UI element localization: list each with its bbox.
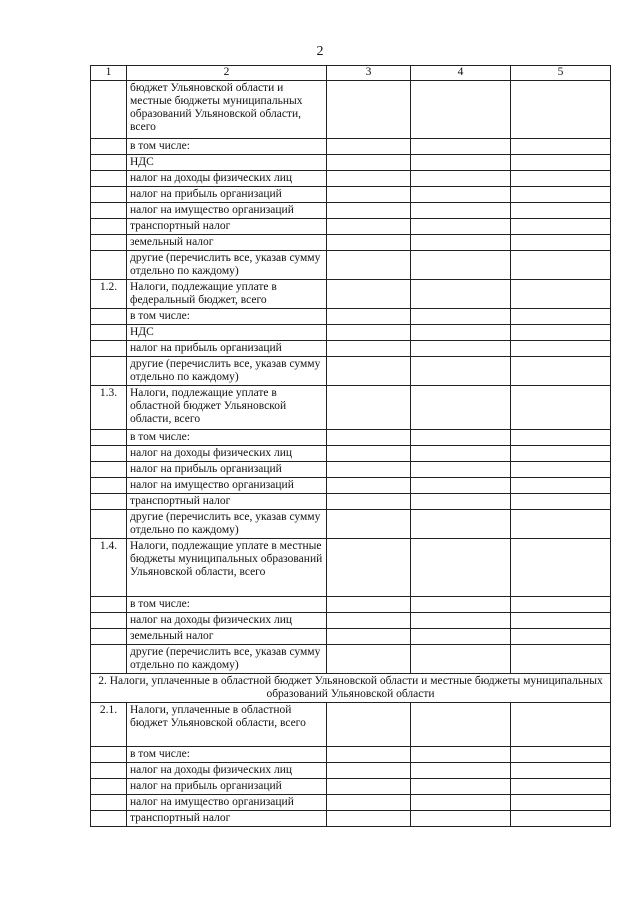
table-row [91,357,611,386]
value-cell-col5[interactable] [511,171,611,187]
value-cell-col5[interactable] [511,795,611,811]
value-cell-col3[interactable] [327,187,411,203]
value-cell-col5[interactable] [511,357,611,386]
row-label: транспортный налог [127,811,327,827]
row-number [91,357,127,386]
value-cell-col5[interactable] [511,703,611,747]
row-label: налог на прибыль организаций [127,462,327,478]
value-cell-col4[interactable] [411,763,511,779]
value-cell-col3[interactable] [327,811,411,827]
row-label: налог на имущество организаций [127,478,327,494]
value-cell-col5[interactable] [511,510,611,539]
value-cell-col4[interactable] [411,155,511,171]
value-cell-col3[interactable] [327,613,411,629]
value-cell-col3[interactable] [327,539,411,597]
row-label: налог на прибыль организаций [127,779,327,795]
value-cell-col3[interactable] [327,510,411,539]
row-number: 1.3. [91,386,127,430]
column-header-2: 2 [127,66,327,81]
table-row [91,309,611,325]
row-label: НДС [127,325,327,341]
value-cell-col3[interactable] [327,81,411,139]
row-number [91,251,127,280]
value-cell-col3[interactable] [327,747,411,763]
row-label: в том числе: [127,597,327,613]
value-cell-col4[interactable] [411,795,511,811]
value-cell-col3[interactable] [327,795,411,811]
value-cell-col3[interactable] [327,494,411,510]
table-row [91,811,611,827]
value-cell-col5[interactable] [511,811,611,827]
value-cell-col5[interactable] [511,462,611,478]
value-cell-col5[interactable] [511,430,611,446]
table-row [91,171,611,187]
table-row [91,613,611,629]
value-cell-col4[interactable] [411,309,511,325]
row-number [91,235,127,251]
value-cell-col5[interactable] [511,494,611,510]
value-cell-col3[interactable] [327,779,411,795]
row-label: в том числе: [127,309,327,325]
row-number [91,219,127,235]
table-row [91,478,611,494]
row-label: Налоги, подлежащие уплате в федеральный бюджет, всего [127,280,327,309]
row-number [91,629,127,645]
row-number [91,747,127,763]
value-cell-col4[interactable] [411,510,511,539]
value-cell-col4[interactable] [411,251,511,280]
value-cell-col3[interactable] [327,341,411,357]
column-header-3: 3 [327,66,411,81]
value-cell-col5[interactable] [511,187,611,203]
table-row [91,251,611,280]
value-cell-col4[interactable] [411,325,511,341]
table-row [91,155,611,171]
value-cell-col5[interactable] [511,478,611,494]
value-cell-col3[interactable] [327,251,411,280]
row-label: в том числе: [127,747,327,763]
value-cell-col3[interactable] [327,645,411,674]
row-number [91,763,127,779]
table-row [91,203,611,219]
table-row [91,597,611,613]
value-cell-col3[interactable] [327,763,411,779]
value-cell-col4[interactable] [411,539,511,597]
row-label: налог на имущество организаций [127,203,327,219]
value-cell-col5[interactable] [511,341,611,357]
table-row [91,386,611,430]
value-cell-col3[interactable] [327,386,411,430]
row-number [91,462,127,478]
value-cell-col4[interactable] [411,357,511,386]
value-cell-col4[interactable] [411,703,511,747]
value-cell-col3[interactable] [327,171,411,187]
row-label: транспортный налог [127,219,327,235]
value-cell-col5[interactable] [511,219,611,235]
value-cell-col5[interactable] [511,763,611,779]
value-cell-col4[interactable] [411,494,511,510]
table-row [91,219,611,235]
value-cell-col5[interactable] [511,203,611,219]
value-cell-col4[interactable] [411,235,511,251]
value-cell-col3[interactable] [327,430,411,446]
table-row [91,430,611,446]
row-number [91,187,127,203]
tax-table [90,65,611,827]
value-cell-col3[interactable] [327,357,411,386]
row-label: в том числе: [127,430,327,446]
value-cell-col3[interactable] [327,139,411,155]
value-cell-col3[interactable] [327,597,411,613]
value-cell-col5[interactable] [511,613,611,629]
value-cell-col5[interactable] [511,139,611,155]
value-cell-col3[interactable] [327,462,411,478]
row-label: налог на прибыль организаций [127,341,327,357]
table-row [91,747,611,763]
value-cell-col3[interactable] [327,235,411,251]
value-cell-col5[interactable] [511,779,611,795]
row-label: налог на доходы физических лиц [127,446,327,462]
value-cell-col4[interactable] [411,478,511,494]
row-number [91,779,127,795]
value-cell-col4[interactable] [411,613,511,629]
value-cell-col5[interactable] [511,251,611,280]
row-number [91,811,127,827]
row-number [91,613,127,629]
value-cell-col4[interactable] [411,645,511,674]
row-label: другие (перечислить все, указав сумму отдельно по каждому) [127,510,327,539]
value-cell-col5[interactable] [511,597,611,613]
table-row [91,645,611,674]
value-cell-col4[interactable] [411,171,511,187]
table-body [91,81,611,827]
section-title: 2. Налоги, уплаченные в областной бюджет Ульяновской области и местные бюджеты муниципальных образований Ульяновской области [91,674,611,703]
row-label: бюджет Ульяновской области и местные бюджеты муниципальных образований Ульяновской области, всего [127,81,327,139]
value-cell-col4[interactable] [411,139,511,155]
table-row [91,235,611,251]
value-cell-col5[interactable] [511,155,611,171]
header-row [91,66,611,81]
value-cell-col4[interactable] [411,187,511,203]
section-row [91,674,611,703]
row-label: другие (перечислить все, указав сумму отдельно по каждому) [127,251,327,280]
value-cell-col3[interactable] [327,478,411,494]
row-number: 2.1. [91,703,127,747]
row-number [91,446,127,462]
row-label: налог на доходы физических лиц [127,171,327,187]
row-label: земельный налог [127,235,327,251]
table-row [91,462,611,478]
value-cell-col5[interactable] [511,539,611,597]
column-header-5: 5 [511,66,611,81]
value-cell-col3[interactable] [327,203,411,219]
value-cell-col5[interactable] [511,235,611,251]
table-row [91,494,611,510]
table-row [91,341,611,357]
value-cell-col4[interactable] [411,597,511,613]
row-number [91,171,127,187]
table-row [91,510,611,539]
row-label: налог на доходы физических лиц [127,763,327,779]
table-row [91,446,611,462]
row-number [91,494,127,510]
row-label: земельный налог [127,629,327,645]
column-header-4: 4 [411,66,511,81]
row-number [91,478,127,494]
row-number [91,597,127,613]
value-cell-col4[interactable] [411,446,511,462]
row-number [91,81,127,139]
column-header-1: 1 [91,66,127,81]
row-number [91,430,127,446]
row-number: 1.2. [91,280,127,309]
row-number [91,325,127,341]
table-row [91,325,611,341]
value-cell-col4[interactable] [411,629,511,645]
value-cell-col5[interactable] [511,309,611,325]
row-label: в том числе: [127,139,327,155]
row-label: другие (перечислить все, указав сумму отдельно по каждому) [127,645,327,674]
table-row [91,187,611,203]
value-cell-col3[interactable] [327,325,411,341]
value-cell-col5[interactable] [511,446,611,462]
value-cell-col3[interactable] [327,703,411,747]
value-cell-col4[interactable] [411,811,511,827]
value-cell-col4[interactable] [411,747,511,763]
table-row [91,795,611,811]
value-cell-col3[interactable] [327,629,411,645]
row-number [91,645,127,674]
value-cell-col4[interactable] [411,779,511,795]
table-row [91,629,611,645]
value-cell-col4[interactable] [411,462,511,478]
row-label: Налоги, уплаченные в областной бюджет Ульяновской области, всего [127,703,327,747]
row-number [91,510,127,539]
row-number [91,309,127,325]
row-label: транспортный налог [127,494,327,510]
row-label: налог на доходы физических лиц [127,613,327,629]
value-cell-col4[interactable] [411,203,511,219]
page-number: 2 [316,44,324,59]
value-cell-col5[interactable] [511,645,611,674]
row-label: налог на имущество организаций [127,795,327,811]
table-row [91,763,611,779]
table-row [91,703,611,747]
value-cell-col5[interactable] [511,386,611,430]
value-cell-col3[interactable] [327,280,411,309]
row-label: другие (перечислить все, указав сумму отдельно по каждому) [127,357,327,386]
table-row [91,81,611,139]
value-cell-col3[interactable] [327,446,411,462]
value-cell-col3[interactable] [327,155,411,171]
table-row [91,779,611,795]
value-cell-col5[interactable] [511,81,611,139]
table-row [91,280,611,309]
row-label: налог на прибыль организаций [127,187,327,203]
value-cell-col4[interactable] [411,219,511,235]
value-cell-col5[interactable] [511,629,611,645]
row-number [91,795,127,811]
row-number [91,155,127,171]
table-row [91,539,611,597]
value-cell-col5[interactable] [511,280,611,309]
row-number: 1.4. [91,539,127,597]
row-label: НДС [127,155,327,171]
value-cell-col3[interactable] [327,219,411,235]
value-cell-col5[interactable] [511,747,611,763]
row-label: Налоги, подлежащие уплате в местные бюджеты муниципальных образований Ульяновской области, всего [127,539,327,597]
value-cell-col4[interactable] [411,386,511,430]
row-number [91,341,127,357]
value-cell-col4[interactable] [411,430,511,446]
value-cell-col5[interactable] [511,325,611,341]
row-number [91,203,127,219]
table-row [91,139,611,155]
value-cell-col4[interactable] [411,280,511,309]
value-cell-col4[interactable] [411,341,511,357]
value-cell-col4[interactable] [411,81,511,139]
row-label: Налоги, подлежащие уплате в областной бюджет Ульяновской области, всего [127,386,327,430]
row-number [91,139,127,155]
value-cell-col3[interactable] [327,309,411,325]
